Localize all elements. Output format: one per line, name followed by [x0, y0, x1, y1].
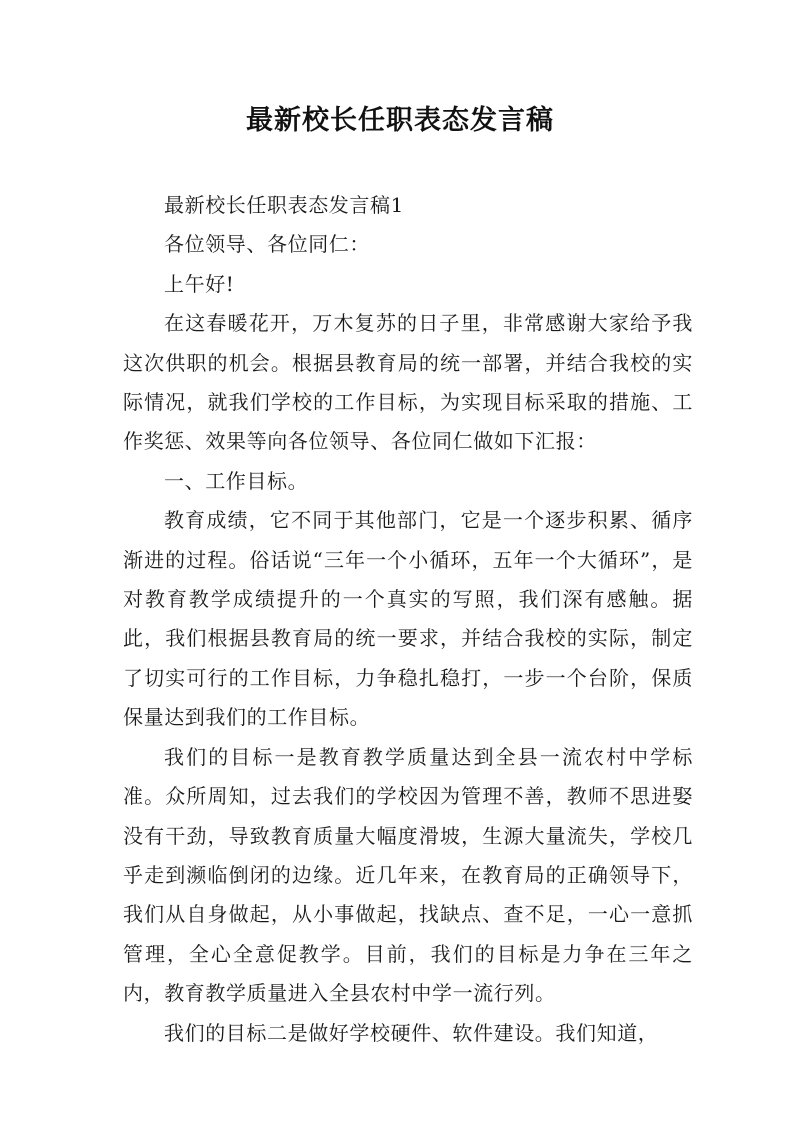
paragraph-greeting: 上午好!: [164, 271, 235, 296]
document-body: [123, 186, 693, 1053]
paragraph-intro: 在这春暖花开，万木复苏的日子里，非常感谢大家给予我这次供职的机会。根据县教育局的统一部署，并结合我校的实际情况，就我们学校的工作目标，为实现目标采取的措施、工作奖惩、效果等向各位领导、各位同仁做如下汇报：: [123, 311, 693, 454]
paragraph-subtitle: 最新校长任职表态发言稿1: [164, 193, 404, 217]
paragraph-body: 我们的目标一是教育教学质量达到全县一流农村中学标准。众所周知，过去我们的学校因为管理不善，教师不思进娶没有干劲，导致教育质量大幅度滑坡，生源大量流失，学校几乎走到濒临倒闭的边缘。近几年来，在教育局的正确领导下，我们从自身做起，从小事做起，找缺点、查不足，一心一意抓管理，全心全意促教学。目前，我们的目标是力争在三年之内，教育教学质量进入全县农村中学一流行列。: [123, 744, 693, 1006]
section-heading: 一、工作目标。: [164, 468, 309, 493]
paragraph-body: 教育成绩，它不同于其他部门，它是一个逐步积累、循序渐进的过程。俗话说“三年一个小循环，五年一个大循环”，是对教育教学成绩提升的一个真实的写照，我们深有感触。据此，我们根据县教育局的统一要求，并结合我校的实际，制定了切实可行的工作目标，力争稳扎稳打，一步一个台阶，保质保量达到我们的工作目标。: [123, 508, 693, 730]
paragraph-salutation: 各位领导、各位同仁：: [164, 232, 370, 257]
document-title: 最新校长任职表态发言稿: [246, 105, 554, 136]
paragraph-body: 我们的目标二是做好学校硬件、软件建设。我们知道，: [164, 1020, 659, 1045]
